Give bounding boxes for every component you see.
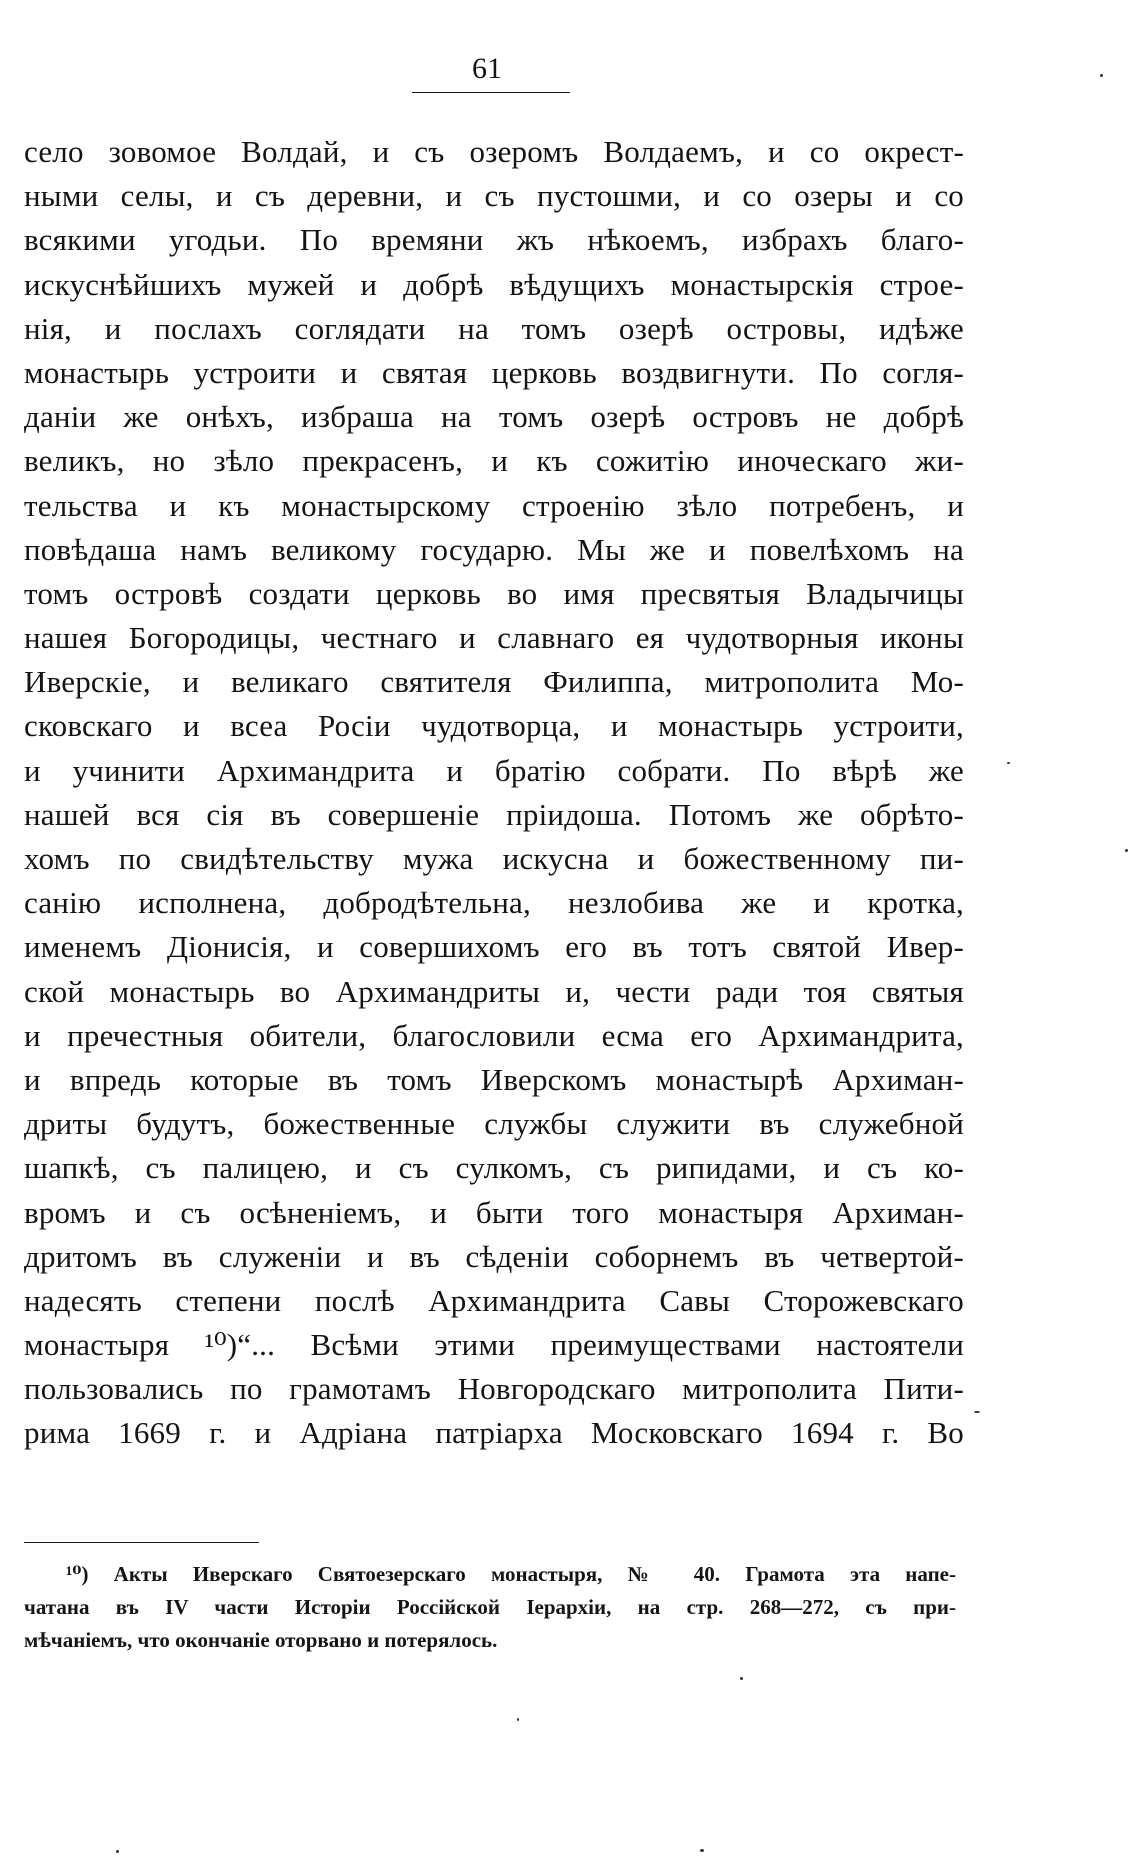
body-line: даніи же онѣхъ, избраша на томъ озерѣ островъ не добрѣ [24,399,964,435]
body-line: томъ островѣ создати церковь во имя пресвятыя Владычицы [24,575,964,611]
body-line: село зовомое Волдай, и съ озеромъ Волдаемъ, и со окрест- [24,134,964,169]
footnote-rule [24,1542,259,1543]
body-line: искуснѣйшихъ мужей и добрѣ вѣдущихъ монастырскія строе- [24,266,964,302]
page-number-rule [412,92,570,93]
body-line: сковскаго и всеа Росіи чудотворца, и монастырь устроити, [24,708,964,744]
body-line: монастыря ¹⁰)“... Всѣми этими преимуществами настоятели [24,1327,964,1363]
body-line: надесять степени послѣ Архимандрита Савы Сторожевскаго [24,1282,964,1318]
body-line: Иверскіе, и великаго святителя Филиппа, митрополита Мо- [24,664,964,700]
body-line: именемъ Діонисія, и совершихомъ его въ тотъ святой Ивер- [24,929,964,965]
body-line: всякими угодьи. По времяни жъ нѣкоемъ, избрахъ благо- [24,222,964,258]
body-text [24,130,964,1456]
body-line: шапкѣ, съ палицею, и съ сулкомъ, съ рипидами, и съ ко- [24,1150,964,1186]
footnote [24,1558,956,1657]
scan-speck [1125,849,1128,852]
body-line: пользовались по грамотамъ Новгородскаго митрополита Пити- [24,1371,964,1407]
body-line: рима 1669 г. и Адріана патріарха Московскаго 1694 г. Во [24,1415,964,1451]
footnote-line: ¹⁰) Акты Иверскаго Святоезерскаго монастыря, № 40. Грамота эта напе- [66,1562,956,1586]
body-line: великъ, но зѣло прекрасенъ, и къ сожитію иноческаго жи- [24,443,964,479]
body-line: дритомъ въ служеніи и въ сѣденіи соборнемъ въ четвертой- [24,1238,964,1274]
page-number: 61 [472,52,502,85]
body-line: санію исполнена, добродѣтельна, незлобива же и кротка, [24,885,964,921]
scan-speck [1100,74,1103,77]
scan-speck [1007,762,1010,764]
body-line: и пречестныя обители, благословили есма его Архимандрита, [24,1017,964,1053]
scan-speck [974,1411,980,1413]
body-line: и впредь которые въ томъ Иверскомъ монастырѣ Архиман- [24,1061,964,1097]
scan-speck [700,1849,704,1852]
body-line: нія, и послахъ соглядати на томъ озерѣ островы, идѣже [24,310,964,346]
scan-speck [517,1718,519,1721]
body-line: дриты будутъ, божественные службы служити въ служебной [24,1106,964,1142]
body-line: ской монастырь во Архимандриты и, чести ради тоя святыя [24,973,964,1009]
body-line: ными селы, и съ деревни, и съ пустошми, и со озеры и со [24,178,964,214]
body-line: и учинити Архимандрита и братію собрати. По вѣрѣ же [24,752,964,788]
body-line: тельства и къ монастырскому строенію зѣло потребенъ, и [24,487,964,523]
body-line: нашея Богородицы, честнаго и славнаго ея чудотворныя иконы [24,620,964,656]
scan-speck [740,1677,743,1680]
body-line: нашей вся сія въ совершеніе пріидоша. Потомъ же обрѣто- [24,796,964,832]
body-line: вромъ и съ осѣненіемъ, и быти того монастыря Архиман- [24,1194,964,1230]
body-line: монастырь устроити и святая церковь воздвигнути. По согля- [24,354,964,390]
scan-speck [116,1850,119,1853]
footnote-line: мѣчаніемъ, что окончаніе оторвано и потерялось. [24,1628,498,1652]
body-line: хомъ по свидѣтельству мужа искусна и божественному пи- [24,841,964,876]
footnote-line: чатана въ IV части Исторіи Россійской Іерархіи, на стр. 268—272, съ при- [24,1595,956,1619]
body-line: повѣдаша намъ великому государю. Мы же и повелѣхомъ на [24,531,964,567]
